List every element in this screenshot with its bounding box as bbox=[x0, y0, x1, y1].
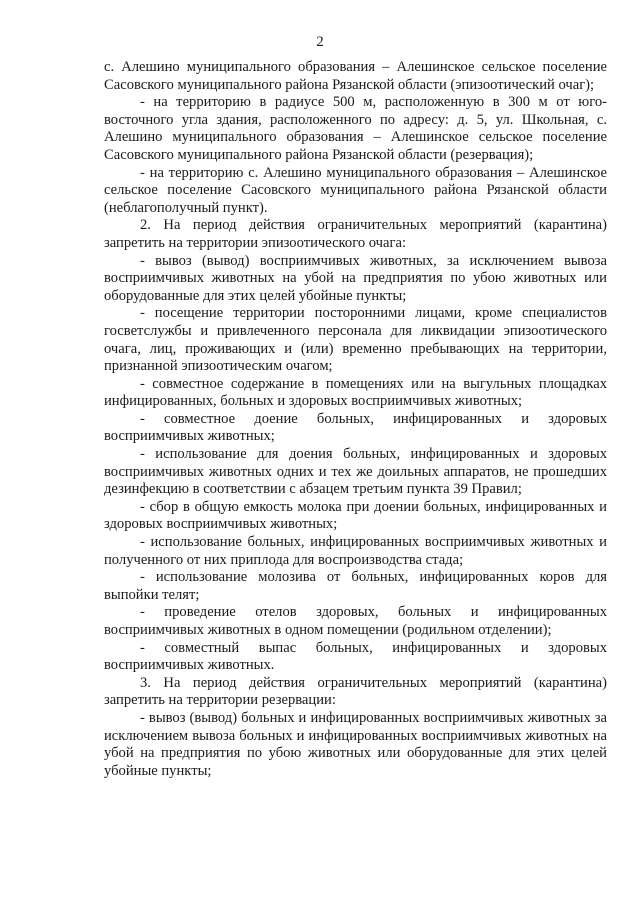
paragraph-item-2-joint-keeping: - совместное содержание в помещениях или на выгульных площадках инфицированных, больных и здоровых восприимчивых животных; bbox=[104, 375, 607, 410]
paragraph-item-2-colostrum: - использование молозива от больных, инфицированных коров для выпойки телят; bbox=[104, 569, 607, 603]
paragraph-item-2-joint-milking: - совместное доение больных, инфицированных и здоровых восприимчивых животных; bbox=[104, 410, 607, 445]
page-number: 2 bbox=[316, 34, 324, 50]
paragraph-item-2-grazing: - совместный выпас больных, инфицированных и здоровых восприимчивых животных. bbox=[104, 639, 607, 674]
paragraph-item-2-visits: - посещение территории посторонними лицами, кроме специалистов госветслужбы и привлеченного персонала для ликвидации эпизоотического очага, лиц, проживающих и (или) временно пребывающих на территории, признанной эпизоотическим очагом; bbox=[104, 305, 607, 375]
document-body bbox=[104, 59, 607, 780]
paragraph-item-2: 2. На период действия ограничительных мероприятий (карантина) запретить на территории эпизоотического очага: bbox=[104, 217, 607, 251]
paragraph-unfavorable-point: - на территорию с. Алешино муниципального образования – Алешинское сельское поселение Сасовского муниципального района Рязанской области (неблагополучный пункт). bbox=[104, 164, 607, 216]
paragraph-item-2-export: - вывоз (вывод) восприимчивых животных, за исключением вывоза восприимчивых животных на убой на предприятия по убою животных или оборудованные для этих целей убойные пункты; bbox=[104, 252, 607, 304]
paragraph-item-3-export: - вывоз (вывод) больных и инфицированных восприимчивых животных за исключением вывоза больных и инфицированных восприимчивых животных на убой на предприятия по убою животных или оборудованные для этих целей убойные пункты; bbox=[104, 709, 607, 779]
paragraph-item-2-calving: - проведение отелов здоровых, больных и инфицированных восприимчивых животных в одном помещении (родильном отделении); bbox=[104, 604, 607, 638]
paragraph-item-2-reproduction: - использование больных, инфицированных восприимчивых животных и полученного от них приплода для воспроизводства стада; bbox=[104, 534, 607, 568]
paragraph-reservation-zone: - на территорию в радиусе 500 м, расположенную в 300 м от юго-восточного угла здания, расположенного по адресу: д. 5, ул. Школьная, с. Алешино муниципального образования – Алешинское сельское поселение Сасовского муниципального района Рязанской области (резервация); bbox=[104, 94, 607, 163]
paragraph-item-2-milk-collection: - сбор в общую емкость молока при доении больных, инфицированных и здоровых восприимчивых животных; bbox=[104, 498, 607, 533]
paragraph-item-3: 3. На период действия ограничительных мероприятий (карантина) запретить на территории резервации: bbox=[104, 674, 607, 709]
paragraph-epizootic-focus-continuation: с. Алешино муниципального образования – Алешинское сельское поселение Сасовского муниципального района Рязанской области (эпизоотический очаг); bbox=[104, 59, 607, 93]
paragraph-item-2-milking-machines: - использование для доения больных, инфицированных и здоровых восприимчивых животных одних и тех же доильных аппаратов, не прошедших дезинфекцию в соответствии с абзацем третьим пункта 39 Правил; bbox=[104, 446, 607, 498]
